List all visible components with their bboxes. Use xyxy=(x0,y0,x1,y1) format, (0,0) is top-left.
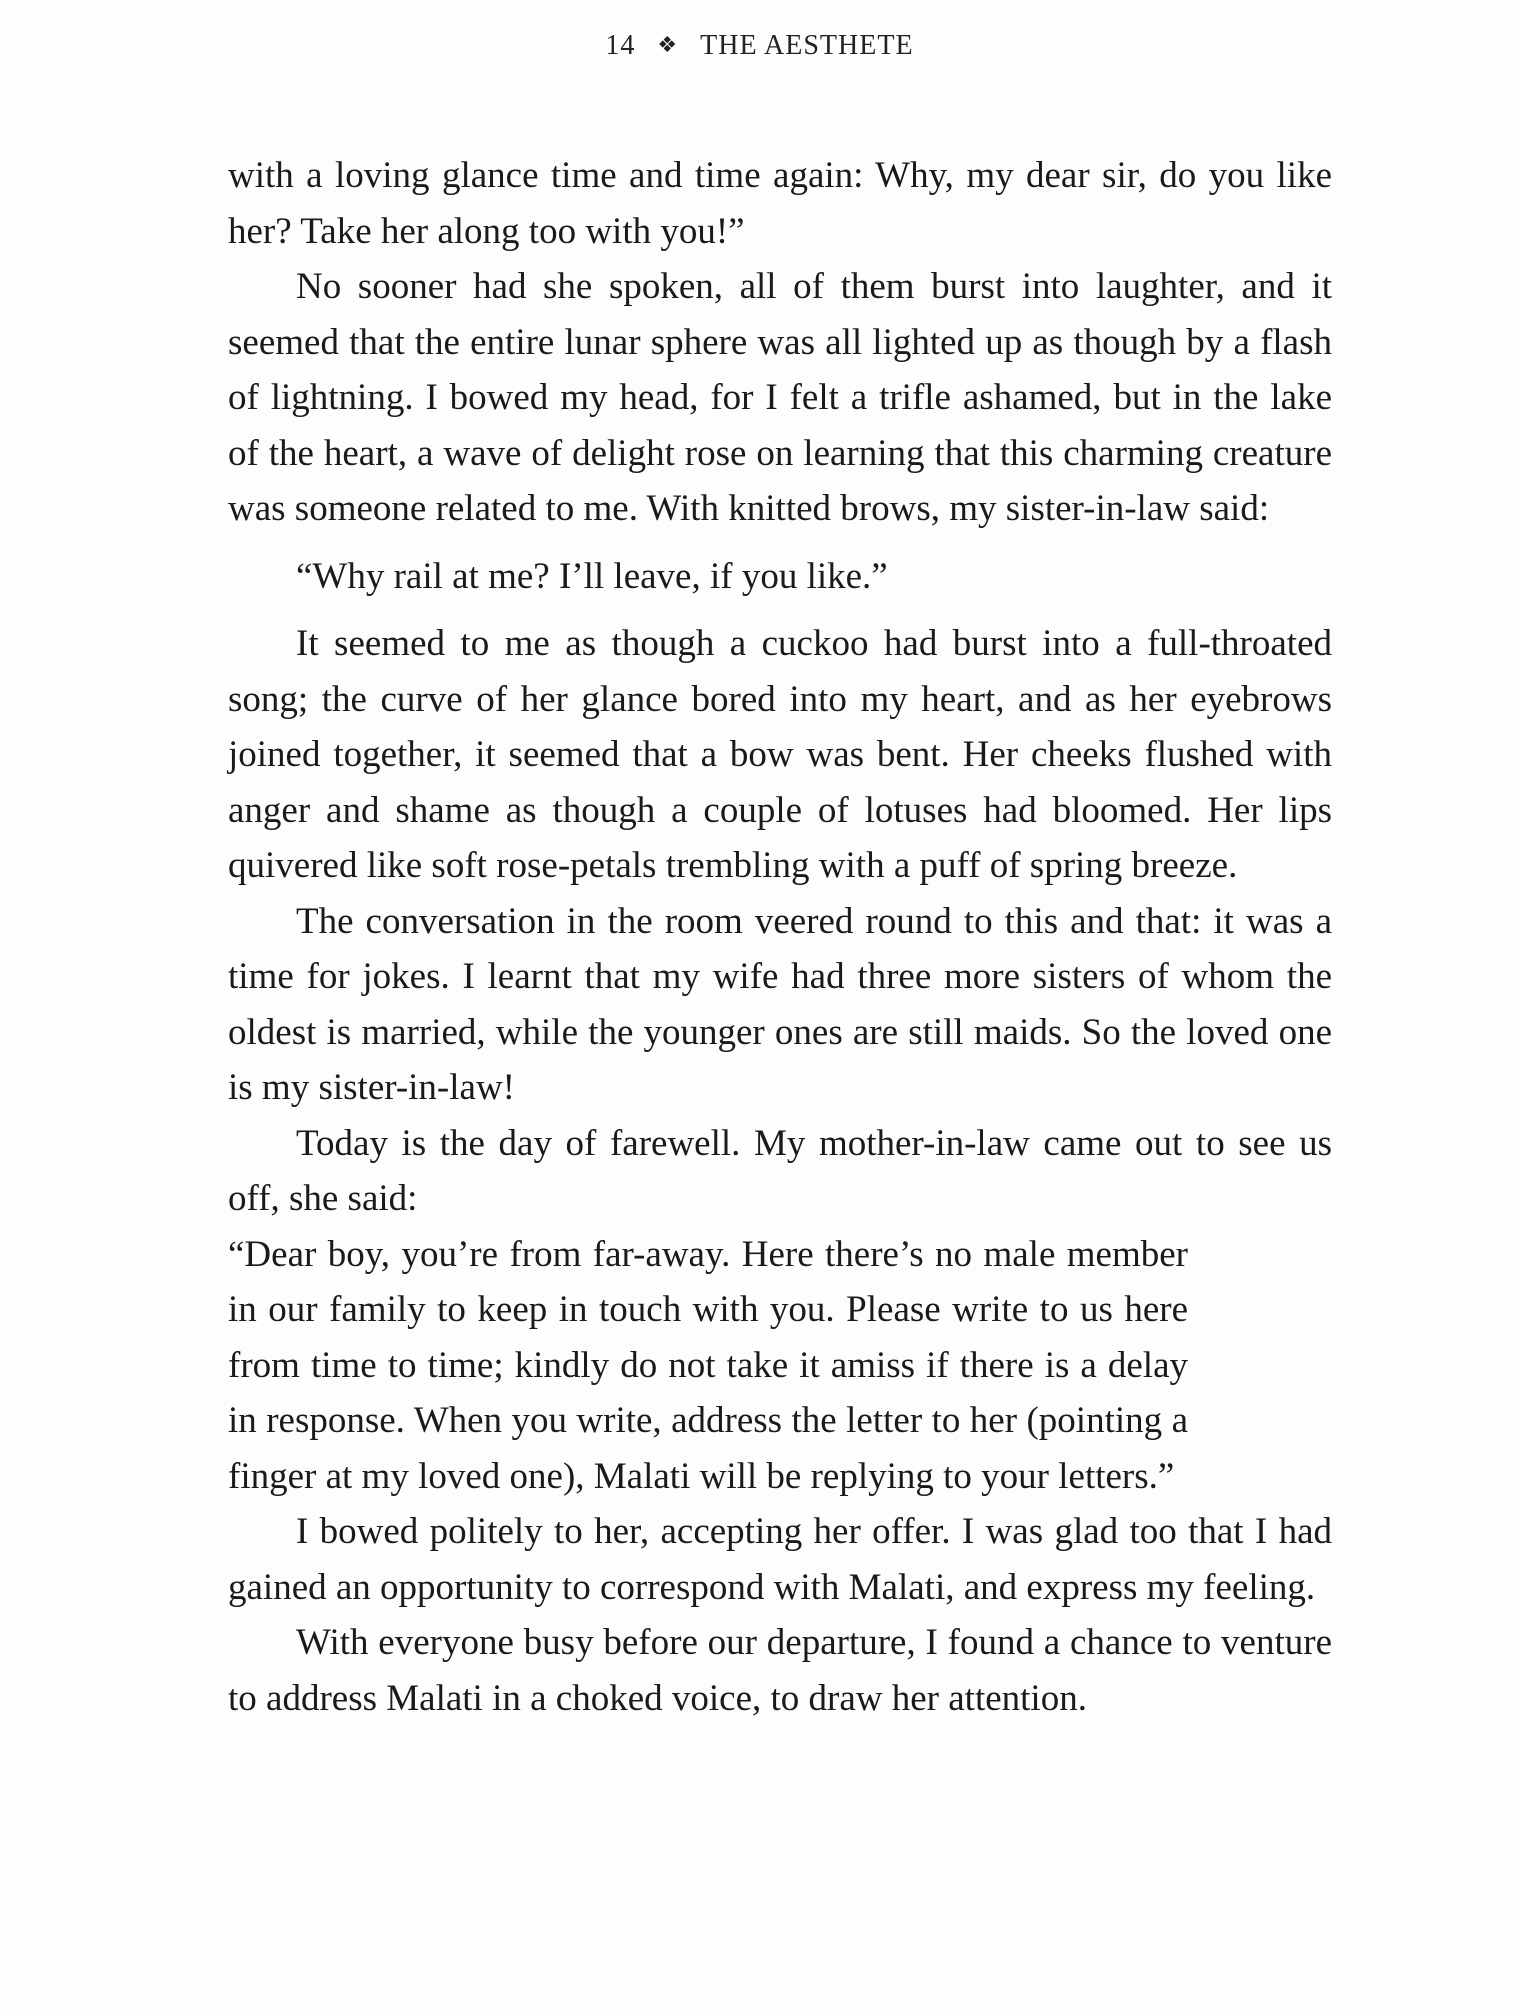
ornament-separator-icon: ❖ xyxy=(657,32,679,57)
paragraph: It seemed to me as though a cuckoo had burst into a full-throated song; the curve of her glance bored into my heart, and as her eyebrows joined together, it seemed that a bow was bent. Her cheeks flushed with anger and shame as though a couple of lotuses had bloomed. Her lips quivered like soft rose-petals trembling with a puff of spring breeze. xyxy=(228,623,1332,886)
page-body-text xyxy=(228,148,1332,1726)
dialogue-line: “Why rail at me? I’ll leave, if you like.” xyxy=(296,555,888,597)
paragraph: Today is the day of farewell. My mother-in-law came out to see us off, she said: xyxy=(228,1122,1332,1219)
paragraph: The conversation in the room veered round to this and that: it was a time for jokes. I learnt that my wife had three more sisters of whom the oldest is married, while the younger ones are still maids. So the loved one is my sister-in-law! xyxy=(228,900,1332,1108)
book-title: THE AESTHETE xyxy=(700,30,914,61)
paragraph: I bowed politely to her, accepting her offer. I was glad too that I had gained an opportunity to correspond with Malati, and express my feeling. xyxy=(228,1511,1332,1608)
paragraph-continuation: with a loving glance time and time again: Why, my dear sir, do you like her? Take her along too with you!” xyxy=(228,155,1332,252)
running-header xyxy=(0,30,1519,62)
paragraph: No sooner had she spoken, all of them burst into laughter, and it seemed that the entire lunar sphere was all lighted up as though by a flash of lightning. I bowed my head, for I felt a trifle ashamed, but in the lake of the heart, a wave of delight rose on learning that this charming creature was someone related to me. With knitted brows, my sister-in-law said: xyxy=(228,266,1332,529)
block-quote: “Dear boy, you’re from far-away. Here there’s no male member in our family to keep in touch with you. Please write to us here from time to time; kindly do not take it amiss if there is a delay in response. When you write, address the letter to her (pointing a finger at my loved one), Malati will be replying to your letters.” xyxy=(228,1233,1188,1497)
page-number: 14 xyxy=(605,30,636,61)
paragraph: With everyone busy before our departure, I found a chance to venture to address Malati in a choked voice, to draw her attention. xyxy=(228,1622,1332,1719)
